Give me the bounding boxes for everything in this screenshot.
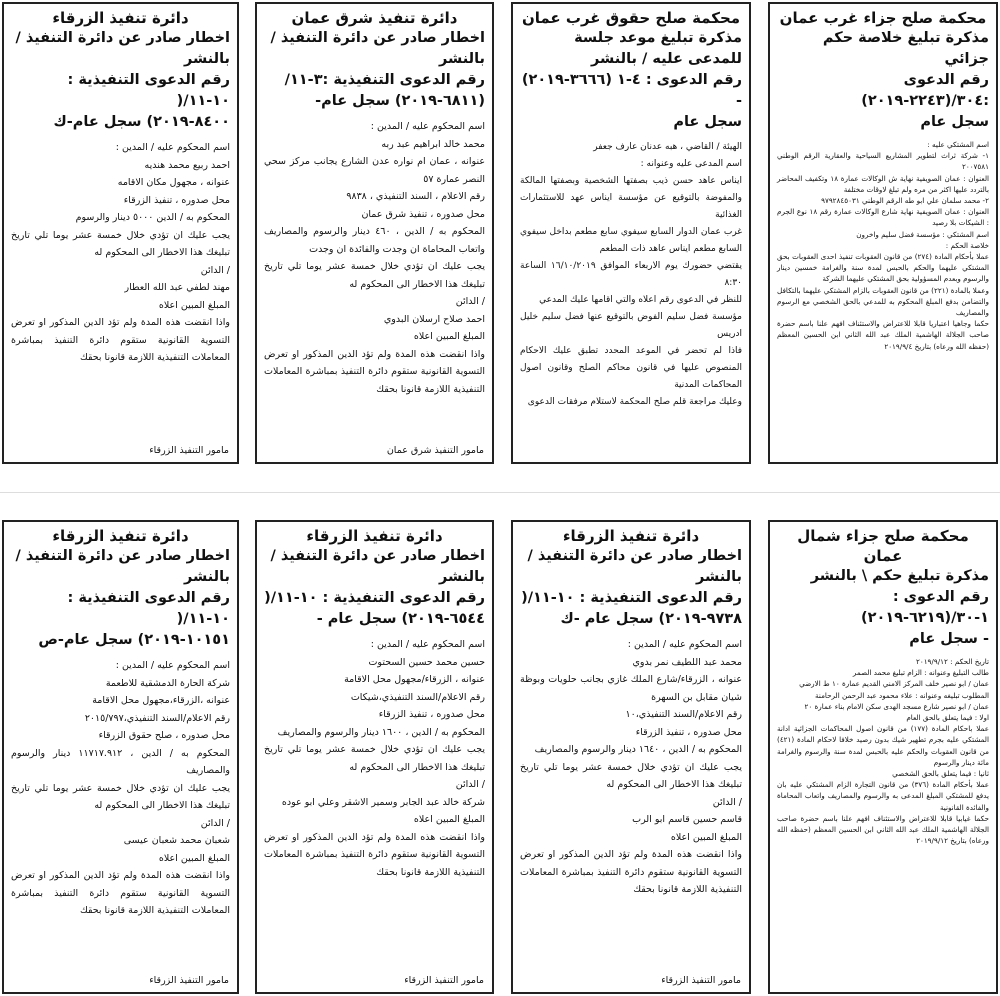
body-line: محل صدوره ، تنفيذ شرق عمان	[361, 208, 485, 220]
notice-east-amman-execution	[255, 2, 494, 464]
body-line: اولا : فيما يتعلق بالحق العام	[906, 713, 989, 723]
body-line: رقم الاعلام/السند التنفيذي،١٠	[625, 709, 742, 720]
body-line: محل صدوره ، تنفيذ الزرقاء	[123, 194, 230, 206]
case-register: سجل عام	[673, 114, 742, 130]
body-line: العنوان : عمان الصويفية نهاية شارع الوكالات عمارة رقم ١٨ نوع الجرم : الشيكات بلا رصيد	[777, 207, 989, 228]
body-line: خلاصة الحكم :	[945, 240, 989, 250]
notice-title: محكمة صلح جزاء شمال عمان	[797, 527, 969, 565]
body-line: عنوانه ، عمان ام نواره عدن الشارع يجانب مركز سحي النصر عمارة ٥٧	[264, 156, 485, 185]
notice-body	[520, 636, 742, 899]
notice-signature: مامور التنفيذ الزرقاء	[149, 975, 229, 986]
notice-title: محكمة صلح حقوق غرب عمان	[521, 9, 741, 27]
body-line: المبلغ المبين اعلاه	[413, 814, 485, 825]
body-line: مهند لطفي عبد الله العطار	[124, 282, 230, 293]
notice-north-amman-penal-judgment	[768, 520, 998, 994]
notice-signature: مامور التنفيذ الزرقاء	[149, 445, 229, 456]
notice-body	[264, 636, 485, 881]
body-line: / الدائن	[200, 264, 230, 276]
body-line: عملا بأحكام المادة (٢٧٤) من قانون العقوبات تنفيذ احدى العقوبات بحق المشتكي عليهما والحكم بالحبس لمدة سنة والغرامة خمسين دينار والرسوم وبعدم المسؤولية بحق المشتكي عليهما الشركة	[777, 252, 989, 284]
body-line: المبلغ المبين اعلاه	[158, 299, 230, 311]
body-line: غرب عمان الدوار السابع سيفوي سابع مطعم بداخل سيفوي السابع مطعم ايناس عاهد ذات المطعم	[520, 227, 742, 254]
body-line: حكما غيابيا قابلا للاعتراض والاستئناف افهم علنا باسم حضرة صاحب الجلالة الهاشمية الملك عبد الله الثاني ابن الحسين المعظم (حفظه الله ورعاه) بتاريخ ٢٠١٩/٩/١٢	[777, 813, 989, 846]
body-line: ثانيا : فيما يتعلق بالحق الشخصي	[892, 769, 989, 779]
body-line: / الدائن	[455, 779, 485, 790]
body-line: ايناس عاهد حسن ذيب بصفتها الشخصية وبصفتها المالكة والمفوضة بالتوقيع عن مؤسسة ايناس عهد للاستثمارات الغذائية	[520, 176, 742, 220]
notice-body	[11, 139, 230, 367]
body-line: محل صدوره ، تنفيذ الزرقاء	[635, 726, 742, 738]
body-line: اسم المشتكي : مؤسسة فضل سليم واخرون	[856, 229, 989, 239]
body-line: المبلغ المبين اعلاه	[158, 852, 230, 864]
body-line: يجب عليك ان تؤدي خلال خمسة عشر يوما تلي تاريخ تبليغك هذا الاخطار الى المحكوم له	[520, 761, 742, 790]
notice-title: دائرة تنفيذ الزرقاء	[52, 527, 189, 545]
body-line: ٢- محمد سلمان علي ابو طه الرقم الوطني ٩٧٩٢٨٤٥٠٣١	[821, 196, 989, 206]
notice-body	[777, 656, 989, 846]
body-line: واذا انقضت هذه المدة ولم تؤد الدين المذكور او تعرض التسوية القانونية ستقوم دائرة التنفيذ بمباشرة المعاملات التنفيذية اللازمة قانونا بحقك	[264, 348, 485, 395]
case-register: - سجل عام	[909, 631, 989, 647]
body-line: اسم المحكوم عليه / المدين :	[627, 639, 742, 650]
body-line: حسين محمد حسين السحتوت	[368, 656, 485, 668]
notice-zarqa-execution-10151	[2, 520, 239, 994]
notice-body	[777, 139, 989, 352]
body-line: / الدائن	[712, 796, 742, 808]
body-line: احمد ربيع محمد هنديه	[144, 159, 230, 171]
notice-signature: مامور التنفيذ شرق عمان	[386, 445, 484, 456]
case-number: رقم الدعوى :٣٠٤/(٢٢٤٣-٢٠١٩)	[861, 72, 989, 109]
body-line: احمد صلاح ارسلان البدوي	[383, 313, 485, 325]
case-register: ٨٤٠٠-٢٠١٩) سجل عام-ك	[53, 114, 230, 130]
case-number: رقم الدعوى التنفيذية : ١٠-١١/(	[264, 590, 485, 606]
notice-west-amman-penal-judgment	[768, 2, 998, 464]
body-line: طالب التبليغ وعنوانه : الزام تبليغ محمد الصمر	[852, 668, 989, 678]
body-line: فاذا لم تحضر في الموعد المحدد تطبق عليك الاحكام المنصوص عليها في قانون محاكم الصلح وقانون اصول المحاكمات المدنية	[520, 346, 742, 390]
body-line: اسم المحكوم عليه / المدين :	[115, 142, 230, 153]
body-line: يجب عليك ان تؤدي خلال خمسة عشر يوما تلي تاريخ تبليغك هذا الاخطار الى المحكوم له	[11, 782, 230, 811]
body-line: تاريخ الحكم : ٢٠١٩/٩/١٢	[915, 657, 989, 666]
notice-title: دائرة تنفيذ الزرقاء	[562, 527, 700, 545]
body-line: يجب عليك ان تؤدي خلال خمسة عشر يوما تلي تاريخ تبليغك هذا الاخطار الى المحكوم له	[11, 229, 230, 258]
body-line: / الدائن	[200, 817, 230, 829]
notice-west-amman-hearing	[511, 2, 751, 464]
body-line: واذا انقضت هذه المدة ولم تؤد الدين المذكور او تعرض التسوية القانونية ستقوم دائرة التنفيذ بمباشرة المعاملات التنفيذية اللازمة قانونا بحقك	[11, 870, 230, 916]
notice-title: محكمة صلح جزاء غرب عمان	[779, 9, 987, 27]
body-line: المحكوم به / الدين ، ١٦٠٠ دينار والرسوم والمصاريف	[277, 726, 485, 738]
body-line: شعبان محمد شعبان عيسى	[123, 835, 230, 846]
body-line: عمان / ابو نصير خلف المركز الامني القديم عمارة ١٠ ط الارضي	[799, 679, 989, 689]
body-line: اسم المحكوم عليه / المدين :	[370, 639, 485, 650]
notice-zarqa-execution-8400	[2, 2, 239, 464]
body-line: رقم الاعلام ، السند التنفيذي ، ٩٨٣٨	[346, 191, 485, 202]
case-register: ١٠١٥١-٢٠١٩) سجل عام-ص	[38, 632, 230, 648]
body-line: عملا بأحكام المادة (٣٧٦) من قانون التجارة الزام المشتكي عليه بان يدفع للمشتكي المبلغ المدعى به والرسوم والمصاريف واتعاب المحاماة والفائدة القانونية	[777, 780, 989, 812]
notice-title: دائرة تنفيذ الزرقاء	[306, 527, 443, 545]
body-line: المحكوم به / الدين ، ١١٧١٧.٩١٢ دينار والرسوم والمصاريف	[11, 747, 230, 776]
body-line: شركة الحارة الدمشقية للاطعمة	[105, 677, 230, 689]
body-line: / الدائن	[455, 296, 485, 307]
body-line: العنوان : عمان الصويفية نهاية ش الوكالات عمارة ١٨ وتكفيف المحاضر بالتردد عليها اكثر من مره ولم تبلغ لاوقات مختلفة	[777, 173, 990, 194]
body-line: المحكوم به / الدين ، ٤٦٠ دينار والرسوم والمصاريف واتعاب المحاماة ان وجدت والفائدة ان وجدت	[264, 226, 485, 255]
body-line: الهيئة / القاضي ، هبه عدنان عارف جعفر	[593, 142, 742, 152]
notice-subtitle: اخطار صادر عن دائرة التنفيذ / بالنشر	[527, 548, 742, 585]
body-line: حكما وجاهيا اعتباريا قابلا للاعتراض والاستئناف افهم علنا باسم حضرة صاحب الجلالة الهاشمية الملك عبد الله الثاني ابن الحسين المعظم (حفظه الله ورعاه) بتاريخ ٢٠١٩/٩/٤	[777, 319, 989, 351]
case-number: رقم الدعوى التنفيذية : ١٠-١١/(	[67, 590, 230, 627]
case-register: سجل عام	[920, 114, 989, 130]
body-line: عمان / ابو نصير شارع مسجد الهدى سكن الامام بناء عمارة ٢٠	[804, 701, 989, 711]
notice-subtitle: اخطار صادر عن دائرة التنفيذ / بالنشر	[15, 30, 230, 67]
body-line: رقم الاعلام/السند التنفيذي،شيكات	[350, 691, 485, 703]
body-line: عنوانه ، الزرقاء/شارع الملك غازي بجانب حلويات وبوظة شيان مقابل بن السهرة	[520, 674, 742, 703]
notice-subtitle: مذكرة تبليغ موعد جلسة للمدعى عليه / بالنشر	[574, 30, 742, 67]
body-line: محل صدوره ، تنفيذ الزرقاء	[378, 709, 485, 720]
body-line: مؤسسة فضل سليم الفوض بالتوقيع عنها فضل سليم خليل ادريس	[520, 312, 742, 339]
case-number: رقم الدعوى : ٤-١ (٣٦٦٦-٢٠١٩) -	[521, 72, 742, 109]
notice-body	[520, 139, 742, 411]
case-number: رقم الدعوى التنفيذية : ١٠-١١/(	[521, 590, 742, 606]
notice-signature: مامور التنفيذ الزرقاء	[404, 975, 484, 986]
body-line: عنوانه ، مجهول مكان الاقامه	[117, 177, 230, 188]
notice-signature: مامور التنفيذ الزرقاء	[661, 975, 741, 986]
body-line: المبلغ المبين اعلاه	[670, 831, 742, 843]
row-separator	[0, 492, 1000, 493]
body-line: محل صدوره ، صلح حقوق الزرقاء	[98, 730, 230, 741]
body-line: المبلغ المبين اعلاه	[413, 331, 485, 342]
notice-zarqa-execution-6544	[255, 520, 494, 994]
case-register: ٩٧٣٨-٢٠١٩) سجل عام -ك	[560, 611, 742, 627]
body-line: يجب عليك ان تؤدي خلال خمسة عشر يوما تلي تاريخ تبليغك هذا الاخطار الى المحكوم له	[264, 744, 485, 773]
body-line: محمد خالد ابراهيم عبد ربه	[381, 138, 485, 150]
case-register: (٦٨١١-٢٠١٩) سجل عام-	[315, 93, 485, 109]
body-line: اسم المدعى عليه وعنوانه :	[640, 159, 742, 169]
body-line: محمد عبد اللطيف نمر بدوي	[632, 656, 742, 668]
body-line: يقتضي حضورك يوم الاربعاء الموافق ١٦/١٠/٢٠١٩ الساعة ٨:٣٠	[520, 261, 742, 288]
body-line: المحكوم به / الدين ٥٠٠٠ دينار والرسوم	[75, 212, 230, 223]
body-line: المطلوب تبليغه وعنوانه : علاء محمود عبد الرحمن الرحامنة	[815, 690, 989, 700]
case-number: رقم الدعوى التنفيذية :٣-١١/	[284, 72, 485, 88]
case-number: رقم الدعوى : ١-٣٠/(٦٢١٩-٢٠١٩)	[860, 589, 989, 626]
body-line: شركة خالد عبد الجابر وسمير الاشقر وعلي ابو عوده	[281, 796, 485, 808]
body-line: اسم المحكوم عليه / المدين :	[115, 660, 230, 671]
notice-subtitle: مذكرة تبليغ خلاصة حكم جزائي	[822, 30, 989, 67]
notice-subtitle: اخطار صادر عن دائرة التنفيذ / بالنشر	[270, 30, 485, 67]
body-line: قاسم حسين قاسم ابو الرب	[632, 814, 742, 825]
notice-body	[11, 657, 230, 920]
body-line: للنظر في الدعوى رقم اعلاه والتي اقامها عليك المدعي	[539, 295, 742, 305]
notice-zarqa-execution-9738	[511, 520, 751, 994]
body-line: يجب عليك ان تؤدي خلال خمسة عشر يوما تلي تاريخ تبليغك هذا الاخطار الى المحكوم له	[264, 261, 485, 290]
notice-subtitle: اخطار صادر عن دائرة التنفيذ / بالنشر	[15, 548, 230, 585]
notice-title: دائرة تنفيذ شرق عمان	[291, 9, 458, 27]
body-line: واذا انقضت هذه المدة ولم تؤد الدين المذكور او تعرض التسوية القانونية ستقوم دائرة التنفيذ بمباشرة المعاملات التنفيذية اللازمة قانونا بحقك	[11, 317, 230, 363]
notice-title: دائرة تنفيذ الزرقاء	[52, 9, 189, 27]
body-line: رقم الاعلام/السند التنفيذي،٢٠١٥/٧٩٧	[84, 712, 230, 724]
body-line: ١- شركة ثراث لتطوير المشاريع السياحية والعقارية الرقم الوطني ٢٠٠٧٥٨١	[777, 151, 989, 172]
case-number: رقم الدعوى التنفيذية : ١٠-١١/(	[67, 72, 230, 109]
body-line: اسم المشتكي عليه :	[927, 140, 989, 149]
body-line: واذا انقضت هذه المدة ولم تؤد الدين المذكور او تعرض التسوية القانونية ستقوم دائرة التنفيذ بمباشرة المعاملات التنفيذية اللازمة قانونا بحقك	[520, 849, 742, 895]
case-register: ٦٥٤٤-٢٠١٩) سجل عام -	[316, 611, 485, 627]
notice-body	[264, 118, 485, 398]
body-line: عنوانه ، الزرقاء/مجهول محل الاقامة	[344, 674, 485, 685]
body-line: وعملا بالمادة (٢٢١) من قانون العقوبات بالزام المشتكي عليهما بالتكافل والتضامن بدفع المبلغ المحكوم به للمدعي بالحق الشخصي مع الرسوم والمصاريف	[777, 285, 989, 318]
notice-subtitle: اخطار صادر عن دائرة التنفيذ / بالنشر	[270, 548, 485, 585]
body-line: عملا باحكام المادة (١٧٧) من قانون اصول المحاكمات الجزائية ادانة المشتكي عليه بجرم تطهير شيك بدون رصيد خلافا لاحكام المادة (٤٢١) من قانون العقوبات والحكم عليه بالحبس لمدة سنة والرسوم والغرامة مائة دينار والرسوم	[777, 724, 989, 767]
body-line: عنوانه ،الزرقاء،مجهول محل الاقامة	[92, 695, 230, 706]
body-line: وعليك مراجعة قلم صلح المحكمة لاستلام مرفقات الدعوى	[527, 397, 742, 407]
body-line: واذا انقضت هذه المدة ولم تؤد الدين المذكور او تعرض التسوية القانونية ستقوم دائرة التنفيذ بمباشرة المعاملات التنفيذية اللازمة قانونا بحقك	[264, 831, 485, 878]
body-line: المحكوم به / الدين ، ١٦٤٠ دينار والرسوم والمصاريف	[534, 744, 742, 755]
body-line: اسم المحكوم عليه / المدين :	[370, 121, 485, 132]
notice-subtitle: مذكرة تبليغ حكم \ بالنشر	[810, 568, 989, 584]
